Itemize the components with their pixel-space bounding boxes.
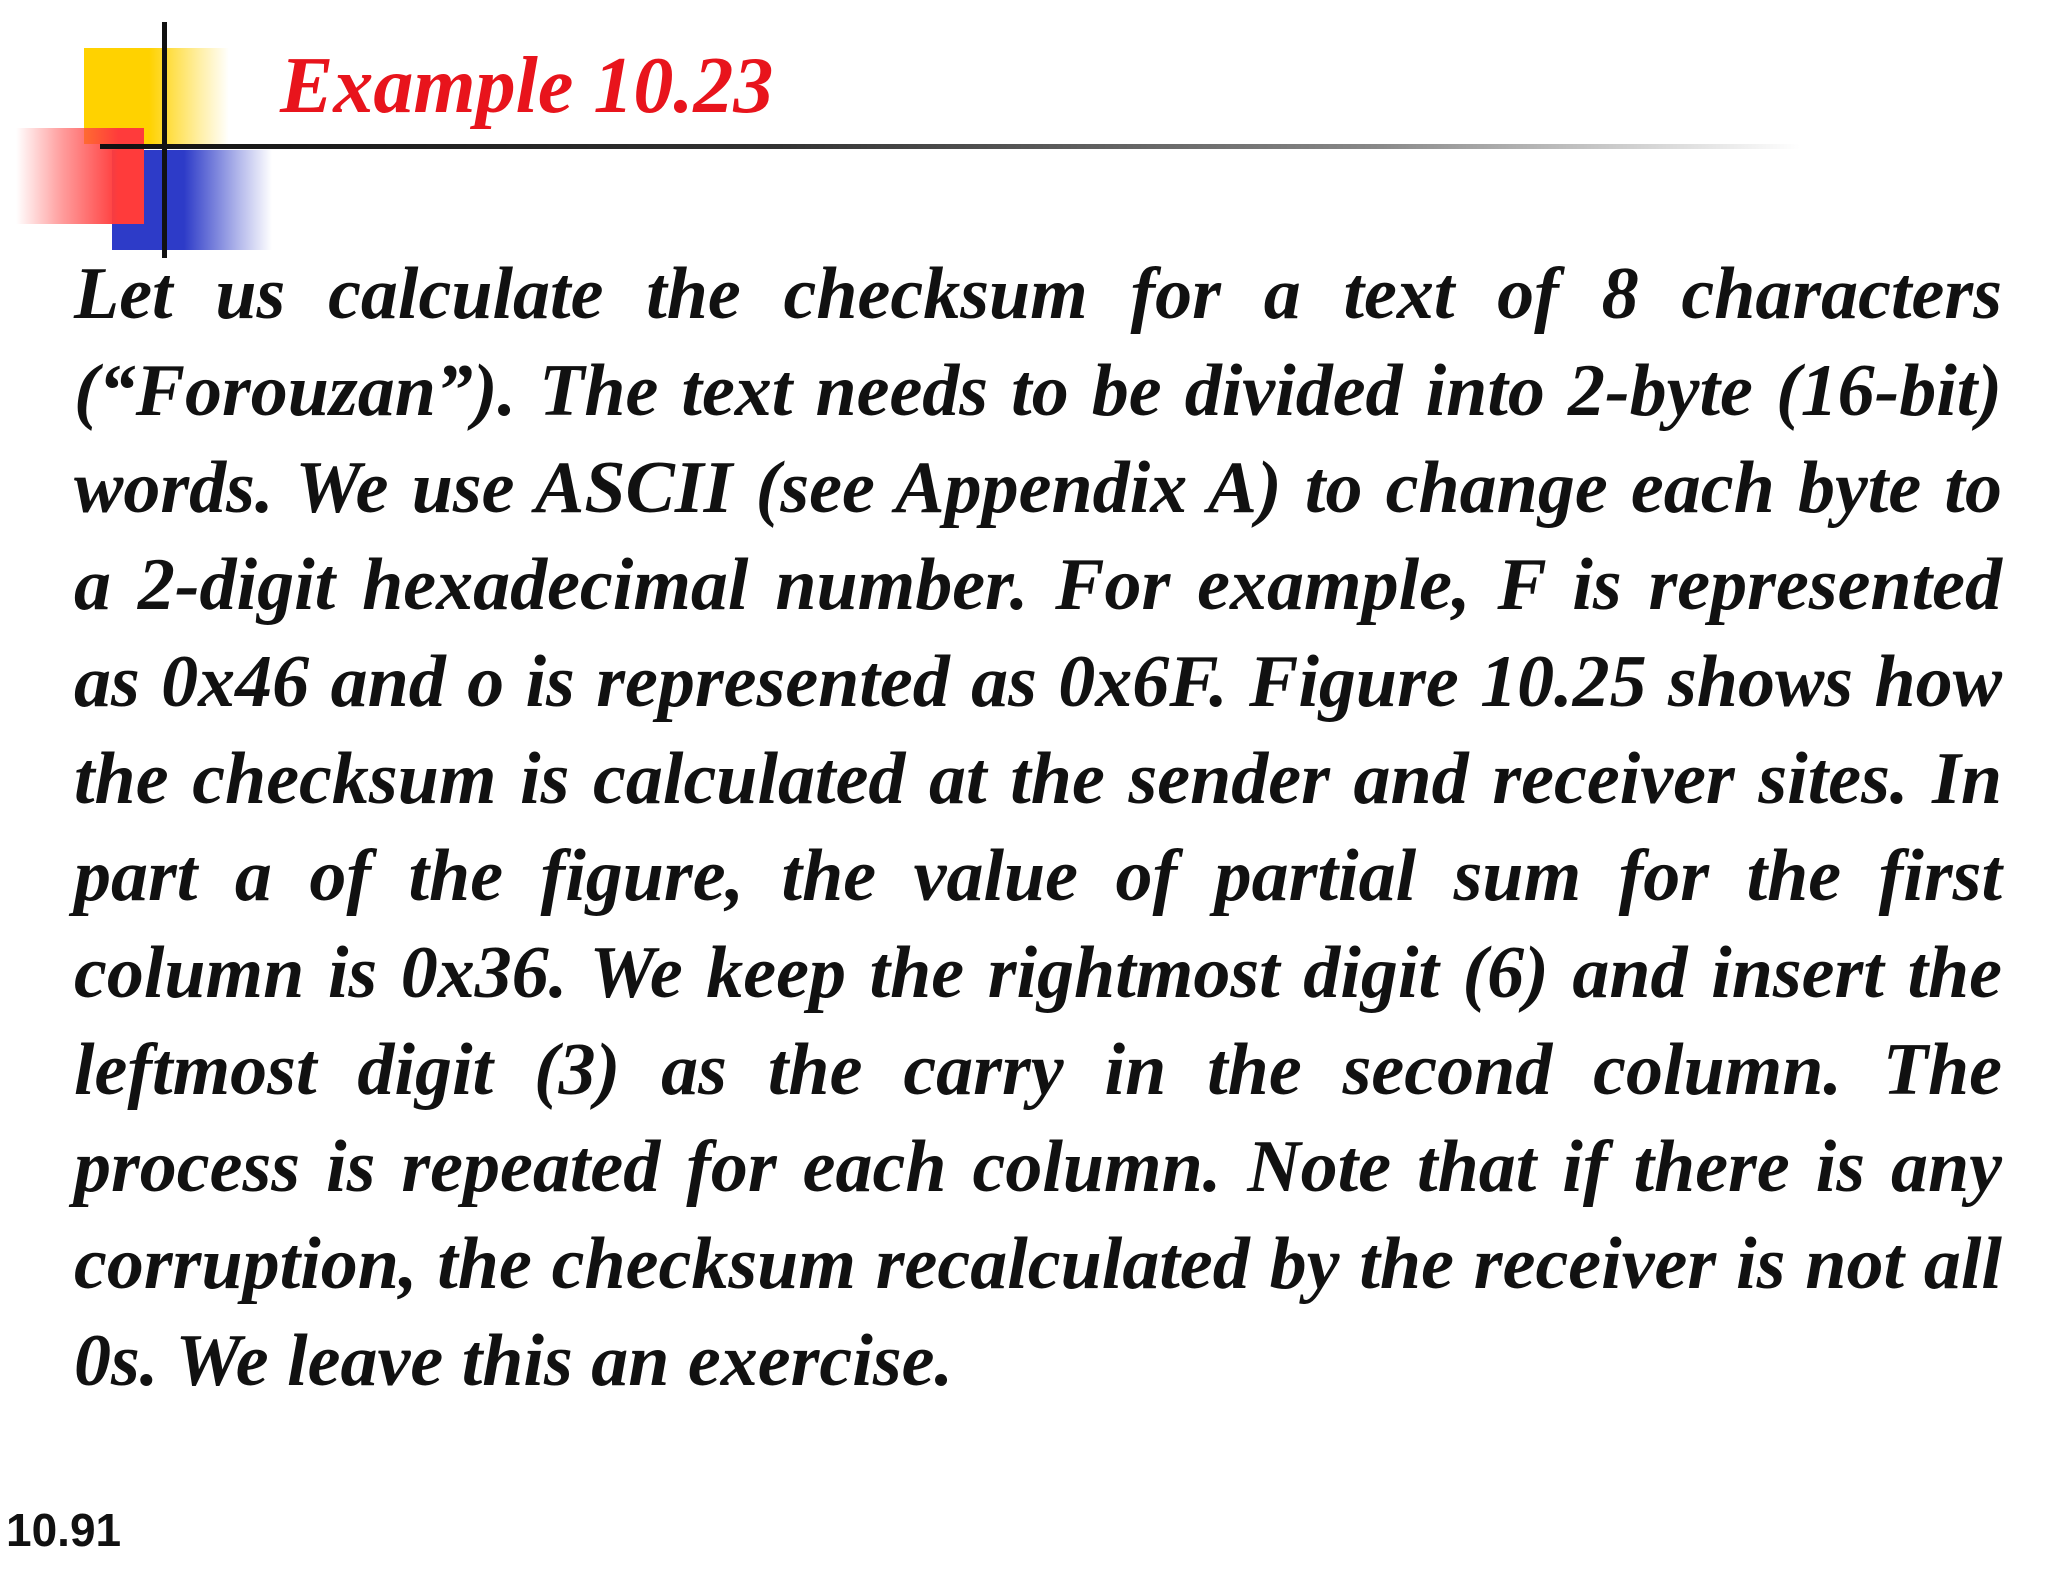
title-underline	[100, 144, 1800, 149]
slide-title: Example 10.23	[280, 42, 774, 130]
slide-body-text: Let us calculate the checksum for a text of 8 characters (“Forouzan”). The text needs to be divided into 2-byte (16-bit) words. We use ASCII (see Appendix A) to change each byte to a 2-digit hexadecimal number. For example, F is represented as 0x46 and o is represented as 0x6F. Figure 10.25 shows how the checksum is calculated at the sender and receiver sites. In part a of the figure, the value of partial sum for the first column is 0x36. We keep the rightmost digit (6) and insert the leftmost digit (3) as the carry in the second column. The process is repeated for each column. Note that if there is any corruption, the checksum recalculated by the receiver is not all 0s. We leave this an exercise.	[74, 253, 2002, 1402]
slide-number: 10.91	[6, 1504, 122, 1556]
ornament-vertical-line	[162, 22, 167, 258]
ornament-red-square	[16, 128, 144, 224]
corner-ornament	[0, 0, 280, 260]
